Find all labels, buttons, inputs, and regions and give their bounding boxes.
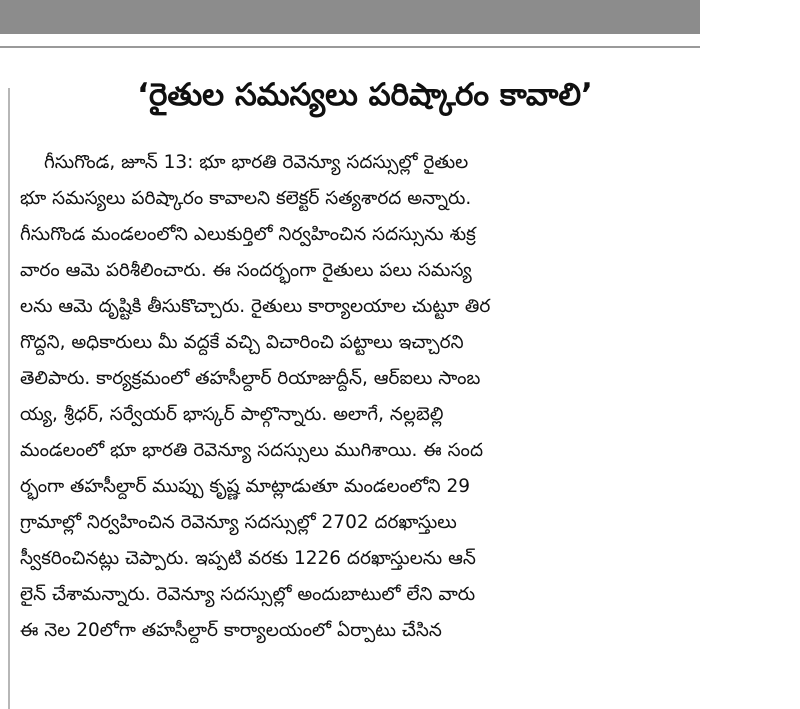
- article-line: తెలిపారు. కార్యక్రమంలో తహసీల్దార్ రియాజుద్దీన్, ఆర్ఐలు సాంబ: [20, 368, 481, 389]
- article-line: స్వీకరించినట్లు చెప్పారు. ఇప్పటి వరకు 1226 దరఖాస్తులను ఆన్: [20, 548, 476, 569]
- left-column-rule: [8, 88, 10, 709]
- column-divider-line: [0, 46, 700, 48]
- article-line: లైన్ చేశామన్నారు. రెవెన్యూ సదస్సుల్లో అందుబాటులో లేని వారు: [20, 584, 476, 605]
- article-line: మండలంలో భూ భారతి రెవెన్యూ సదస్సులు ముగిశాయి. ఈ సంద: [20, 440, 484, 461]
- article-line: గీసుగొండ మండలంలోని ఎలుకుర్తిలో నిర్వహించిన సదస్సును శుక్ర: [20, 224, 476, 245]
- article-line: గీసుగొండ, జూన్ 13: భూ భారతి రెవెన్యూ సదస్సుల్లో రైతుల: [44, 152, 469, 173]
- article-line: గ్రామాల్లో నిర్వహించిన రెవెన్యూ సదస్సుల్లో 2702 దరఖాస్తులు: [20, 512, 457, 533]
- article-line: ఈ నెల 20లోగా తహసీల్దార్ కార్యాలయంలో ఏర్పాటు చేసిన: [20, 620, 442, 641]
- top-gray-band: [0, 0, 700, 34]
- headline: ‘రైతుల సమస్యలు పరిష్కారం కావాలి’: [137, 77, 593, 113]
- article-line: య్య, శ్రీధర్, సర్వేయర్ భాస్కర్ పాల్గొన్నారు. అలాగే, నల్లబెల్లి: [20, 404, 444, 425]
- article-line: భూ సమస్యలు పరిష్కారం కావాలని కలెక్టర్ సత్యశారద అన్నారు.: [20, 188, 472, 209]
- article-line: వారం ఆమె పరిశీలించారు. ఈ సందర్భంగా రైతులు పలు సమస్య: [20, 260, 472, 281]
- article-line: గొద్దని, అధికారులు మీ వద్దకే వచ్చి విచారించి పట్టాలు ఇచ్చారని: [20, 332, 464, 353]
- article-line: ర్భంగా తహసీల్దార్ ముప్పు కృష్ణ మాట్లాడుతూ మండలంలోని 29: [20, 476, 471, 497]
- article-body: [20, 145, 700, 649]
- article-line: లను ఆమె దృష్టికి తీసుకొచ్చారు. రైతులు కార్యాలయాల చుట్టూ తిర: [20, 296, 491, 317]
